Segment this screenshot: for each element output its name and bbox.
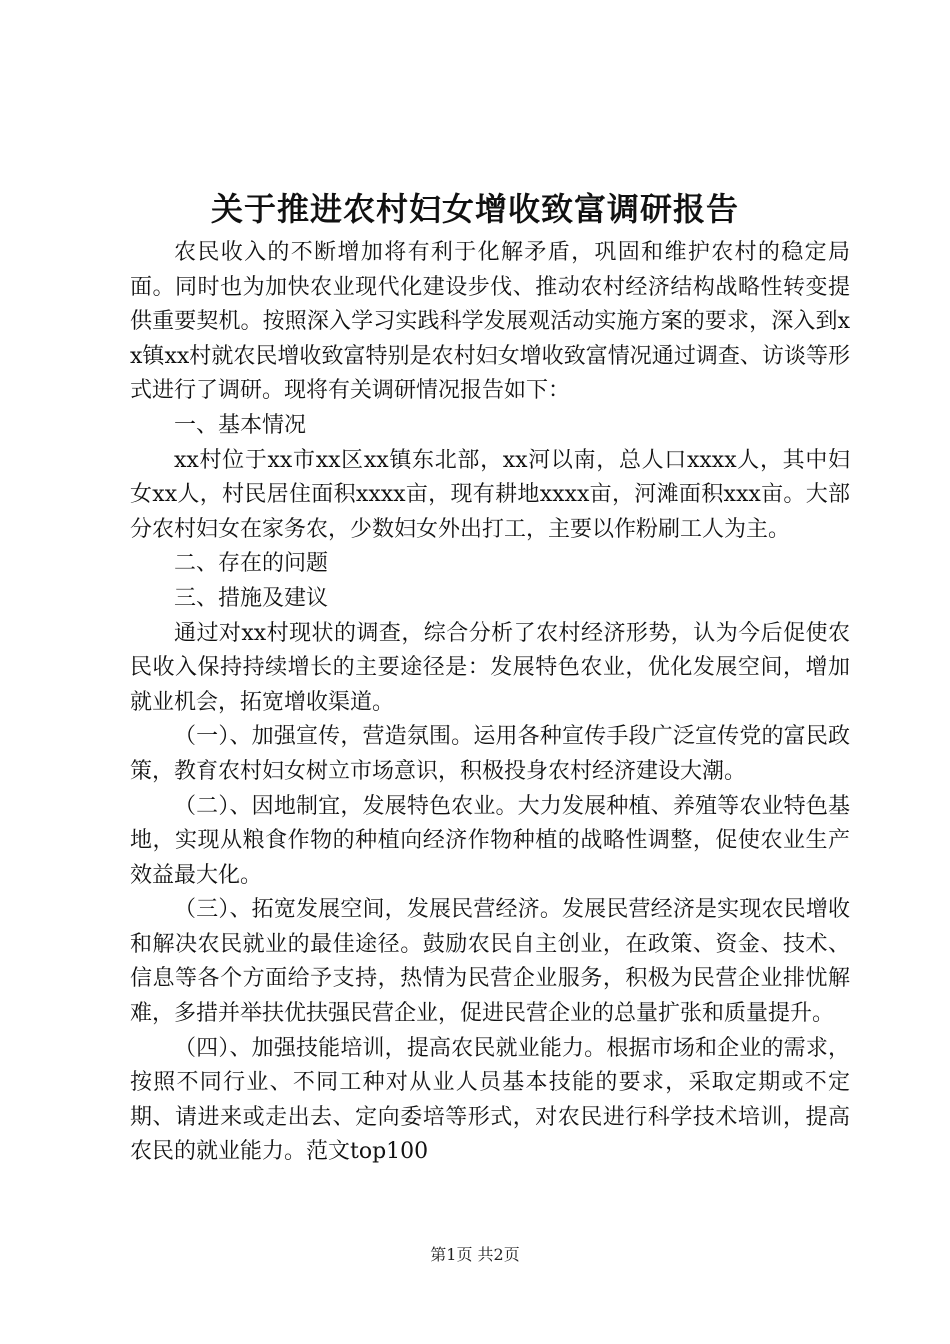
- document-title: 关于推进农村妇女增收致富调研报告: [210, 190, 739, 228]
- measure-2-paragraph: （二）、因地制宜，发展特色农业。大力发展种植、养殖等农业特色基地，实现从粮食作物的种植向经济作物种植的战略性调整，促使农业生产效益最大化。: [130, 793, 850, 888]
- section-heading-basic-situation: 一、基本情况: [174, 412, 307, 438]
- section-heading-problems: 二、存在的问题: [174, 551, 329, 577]
- intro-paragraph: 农民收入的不断增加将有利于化解矛盾，巩固和维护农村的稳定局面。同时也为加快农业现代化建设步伐、推动农村经济结构战略性转变提供重要契机。按照深入学习实践科学发展观活动实施方案的要求，深入到xx镇xx村就农民增收致富特别是农村妇女增收致富情况通过调查、访谈等形式进行了调研。现将有关调研情况报告如下：: [130, 240, 850, 404]
- document-body: [130, 236, 850, 1170]
- basic-situation-paragraph: xx村位于xx市xx区xx镇东北部，xx河以南，总人口xxxx人，其中妇女xx人，村民居住面积xxxx亩，现有耕地xxxx亩，河滩面积xxx亩。大部分农村妇女在家务农，少数妇女外出打工，主要以作粉刷工人为主。: [130, 447, 850, 542]
- section-heading-measures: 三、措施及建议: [174, 585, 329, 611]
- page-number-footer: 第1页 共2页: [430, 1245, 520, 1264]
- measure-1-paragraph: （一）、加强宣传，营造氛围。运用各种宣传手段广泛宣传党的富民政策，教育农村妇女树立市场意识，积极投身农村经济建设大潮。: [130, 724, 850, 784]
- measure-3-paragraph: （三）、拓宽发展空间，发展民营经济。发展民营经济是实现农民增收和解决农民就业的最佳途径。鼓励农民自主创业，在政策、资金、技术、信息等各个方面给予支持，热情为民营企业服务，积极为民营企业排忧解难，多措并举扶优扶强民营企业，促进民营企业的总量扩张和质量提升。: [130, 897, 850, 1027]
- measure-4-paragraph: （四）、加强技能培训，提高农民就业能力。根据市场和企业的需求，按照不同行业、不同工种对从业人员基本技能的要求，采取定期或不定期、请进来或走出去、定向委培等形式，对农民进行科学技术培训，提高农民的就业能力。范文top100: [130, 1035, 850, 1165]
- measures-intro-paragraph: 通过对xx村现状的调查，综合分析了农村经济形势，认为今后促使农民收入保持持续增长的主要途径是：发展特色农业，优化发展空间，增加就业机会，拓宽增收渠道。: [130, 620, 850, 715]
